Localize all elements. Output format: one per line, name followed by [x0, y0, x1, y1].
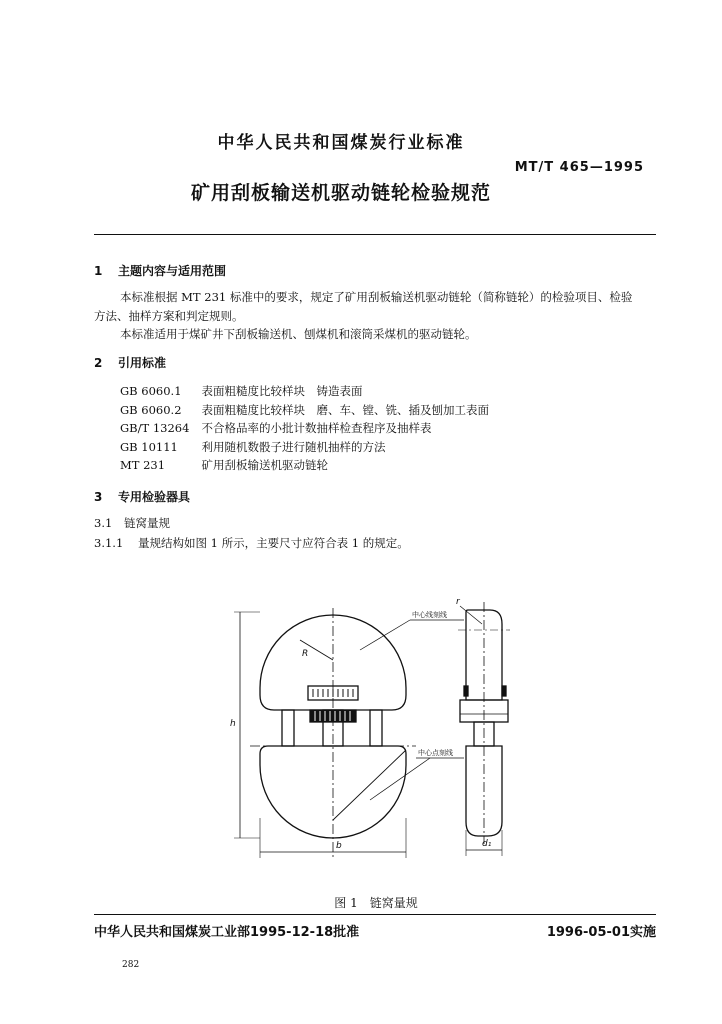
dim-d1-label: d₁: [482, 839, 492, 849]
label-center-line: 中心线刻线: [412, 611, 447, 619]
reference-code: GB 6060.2: [120, 402, 182, 417]
subsection-title: 链窝量规: [124, 516, 170, 530]
side-view-mark-left: [464, 686, 468, 696]
standard-code: MT/T 465—1995: [514, 160, 644, 175]
reference-code: GB 6060.1: [120, 384, 182, 398]
reference-item: [120, 401, 489, 420]
reference-item: [120, 382, 489, 401]
subsection-number: 3.1: [94, 516, 113, 530]
section-1-paragraph-1-line-2: 方法、抽样方案和判定规则。: [94, 309, 244, 323]
reference-title: 利用随机数骰子进行随机抽样的方法: [201, 439, 386, 454]
dim-h-label: h: [230, 719, 236, 729]
subsection-3-1-1: [94, 534, 409, 553]
label-center-point-line: 中心点刻线: [418, 749, 453, 757]
reference-code: GB/T 13264: [120, 421, 190, 435]
footer-issuer: 中华人民共和国煤炭工业部1995-12-18批准: [94, 925, 360, 940]
reference-title: 矿用刮板输送机驱动链轮: [201, 458, 328, 472]
section-1-paragraph-2: 本标准适用于煤矿井下刮板输送机、刨煤机和滚筒采煤机的驱动链轮。: [120, 327, 477, 341]
figure-1-gauge-drawing: [220, 590, 540, 870]
section-title: 引用标准: [118, 356, 167, 370]
page-number: 282: [122, 960, 140, 970]
dim-r-small-label: r: [456, 597, 460, 607]
centerline-callout-leader: [360, 620, 410, 650]
section-number: 1: [94, 264, 103, 278]
header-rule: [94, 234, 656, 235]
reference-title: 表面粗糙度比较样块 磨、车、镗、铣、插及刨加工表面: [201, 402, 489, 417]
small-radius-leader: [460, 606, 482, 624]
reference-title: 表面粗糙度比较样块 铸造表面: [201, 384, 363, 398]
section-number: 3: [94, 490, 103, 504]
section-1-paragraph-1-line-1: 本标准根据 MT 231 标准中的要求，规定了矿用刮板输送机驱动链轮（简称链轮）的检验项目、检验: [120, 290, 633, 304]
section-1-heading: [94, 262, 226, 279]
section-3-heading: [94, 488, 190, 505]
reference-item: [120, 419, 489, 438]
section-title: 专用检验器具: [118, 490, 191, 504]
footer-effective-date: 1996-05-01实施: [546, 925, 656, 940]
section-2-heading: [94, 354, 166, 371]
reference-title: 不合格品率的小批计数抽样检查程序及抽样表: [201, 421, 432, 435]
subsection-3-1: [94, 514, 170, 533]
document-title: 矿用刮板输送机驱动链轮检验规范: [190, 182, 491, 204]
side-view-mark-right: [502, 686, 506, 696]
dim-b-label: b: [336, 841, 342, 851]
figure-caption: 图 1 链窝量规: [334, 896, 418, 910]
footer-rule: [94, 914, 656, 915]
dim-r-label: R: [302, 649, 309, 659]
reference-item: [120, 456, 489, 475]
reference-code: GB 10111: [120, 439, 178, 454]
section-title: 主题内容与适用范围: [118, 264, 227, 278]
subsection-text: 量规结构如图 1 所示，主要尺寸应符合表 1 的规定。: [138, 536, 409, 550]
gauge-right-post: [370, 710, 382, 746]
radius-leader-lower: [333, 750, 406, 820]
standard-header: 中华人民共和国煤炭行业标准: [217, 133, 465, 153]
reference-list: [120, 382, 489, 475]
gauge-left-post: [282, 710, 294, 746]
reference-item: [120, 438, 489, 457]
reference-code: MT 231: [120, 458, 166, 472]
subsection-number: 3.1.1: [94, 536, 124, 550]
section-number: 2: [94, 356, 103, 370]
